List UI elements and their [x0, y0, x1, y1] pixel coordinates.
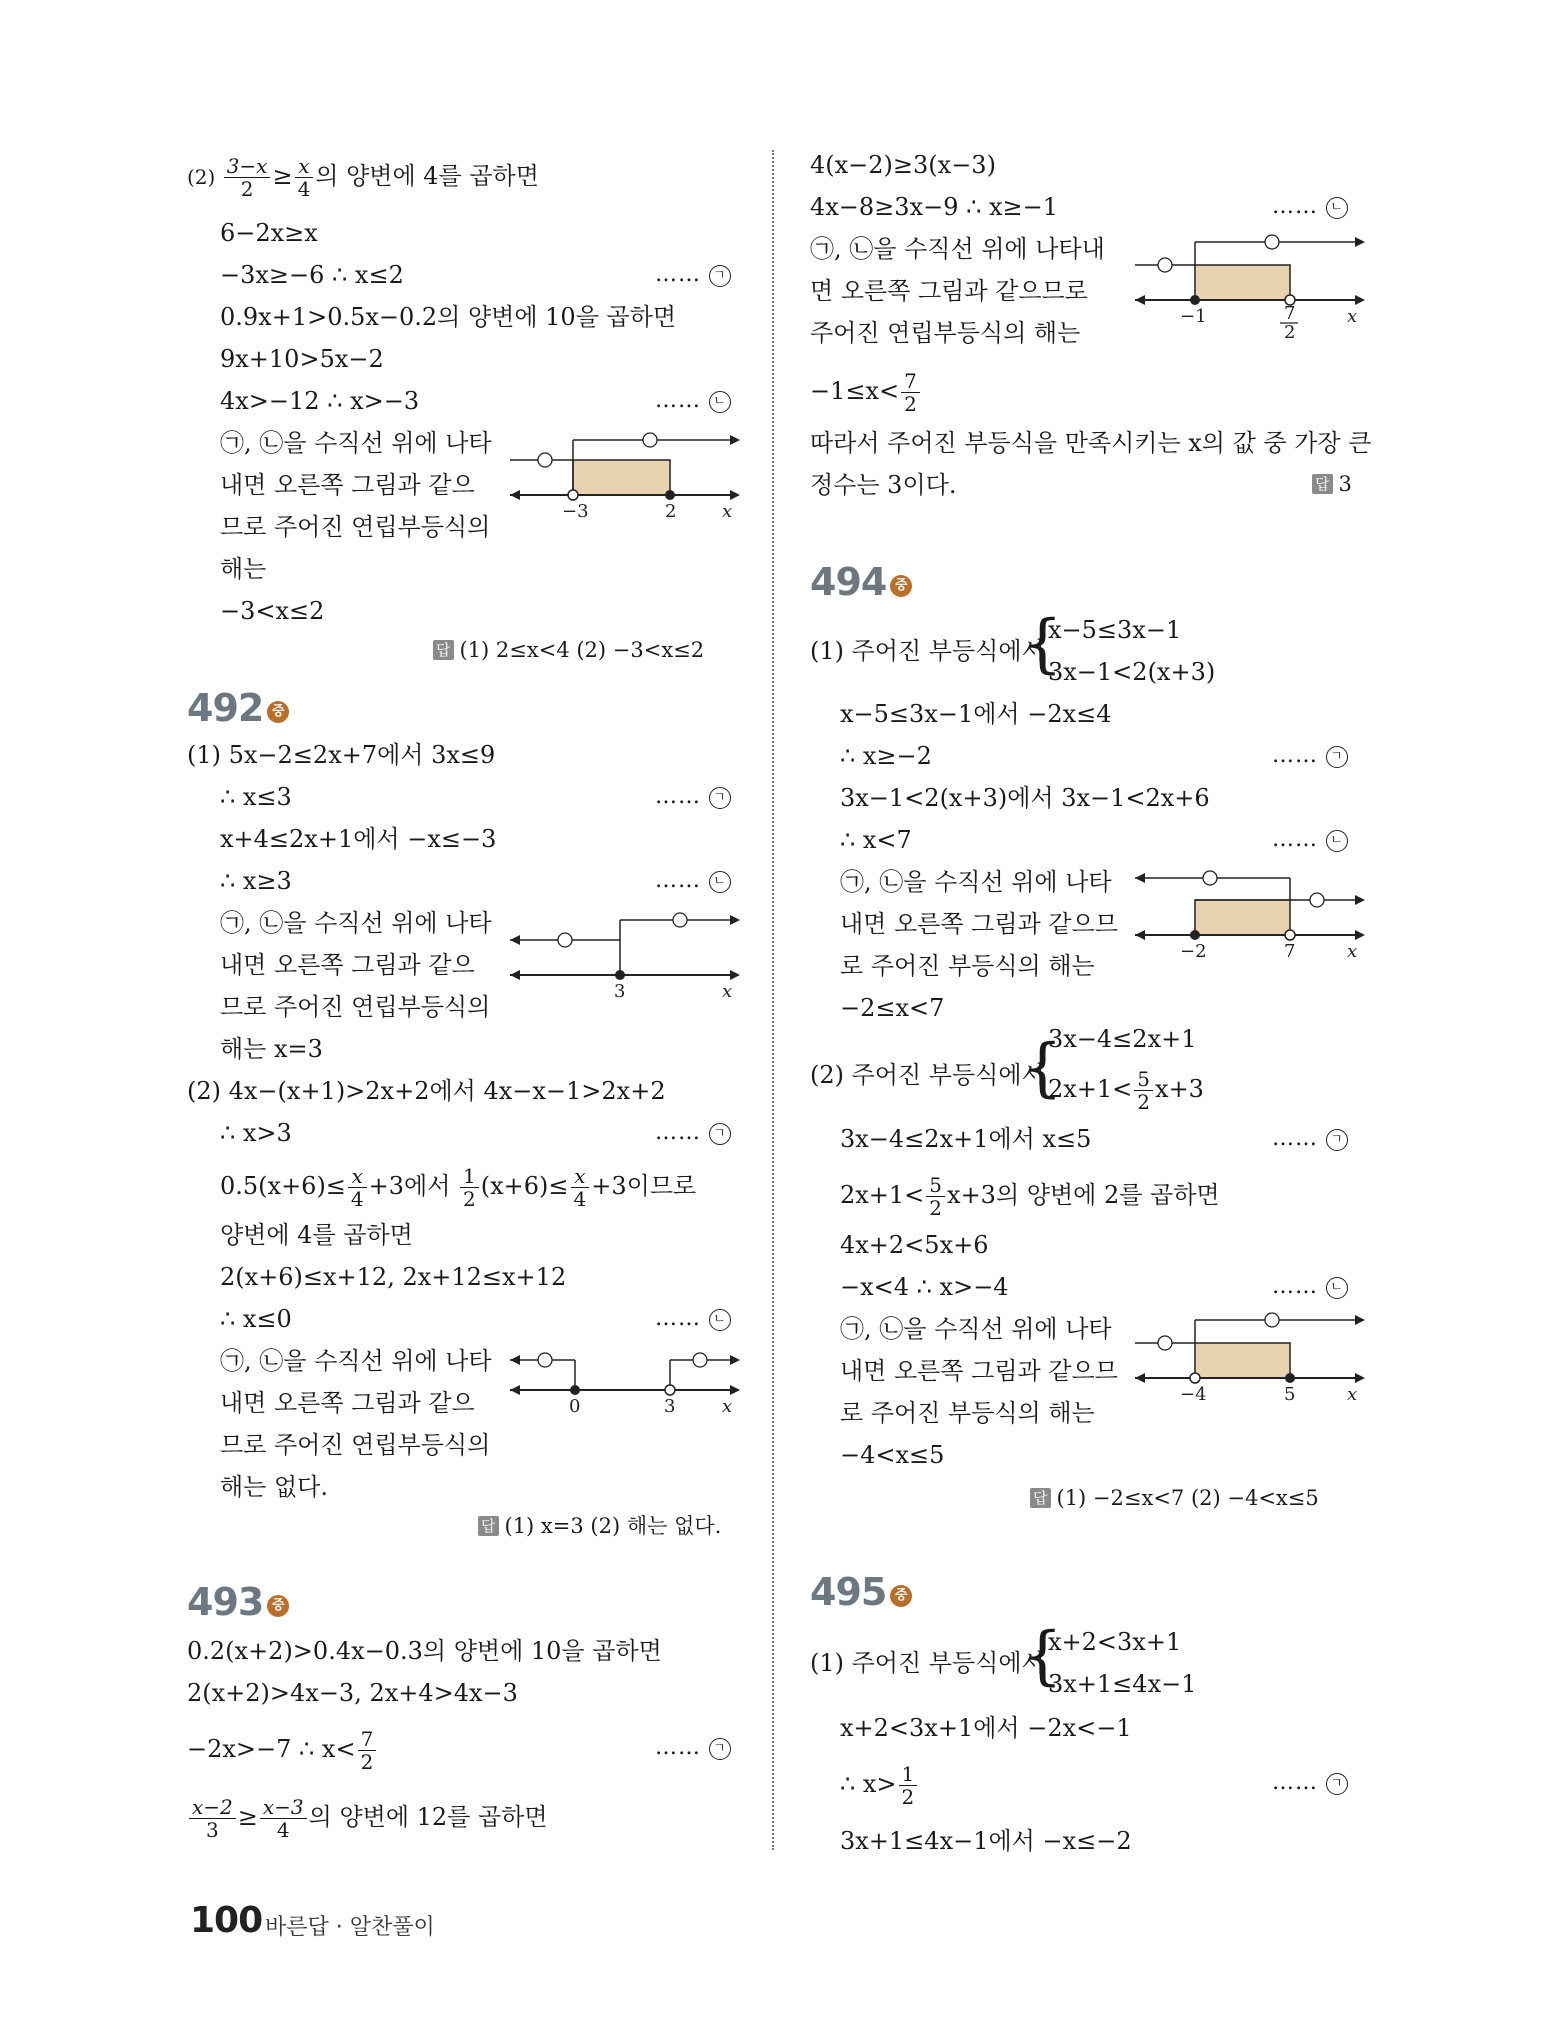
p491-line: 내면 오른쪽 그림과 같으: [220, 471, 475, 499]
p493-cont-line: 따라서 주어진 부등식을 만족시키는 x의 값 중 가장 큰: [810, 429, 1372, 457]
p494-system-eq: 3x−4≤2x+1: [1048, 1025, 1197, 1053]
tick-label: −4: [1180, 1384, 1207, 1405]
p494-system-eq: 2x+1< $\frac{5}{2}$ x+3: [1048, 1067, 1204, 1114]
p492-line: ∴ x>3: [220, 1119, 292, 1147]
tick-label: x: [722, 501, 733, 522]
p493-line: 2(x+2)>4x−3, 2x+4>4x−3: [187, 1679, 518, 1707]
p494-line: −4<x≤5: [840, 1441, 945, 1469]
tick-label: x: [722, 1396, 733, 1417]
level-badge: 중: [890, 1585, 912, 1607]
system-brace: {: [1022, 607, 1063, 681]
tick-label: 5: [1284, 1384, 1296, 1405]
p493-cont-line: 주어진 연립부등식의 해는: [810, 319, 1081, 347]
mark-1: …… ㄱ: [1272, 741, 1348, 771]
problem-number-493: 493 중: [187, 1582, 289, 1622]
level-badge: 중: [267, 1595, 289, 1617]
p493-cont-line: 정수는 3이다.: [810, 471, 957, 499]
p491-line: ㉠, ㉡을 수직선 위에 나타: [220, 429, 492, 457]
p492-line: 내면 오른쪽 그림과 같으: [220, 951, 475, 979]
p492-line: ∴ x≤0: [220, 1305, 292, 1333]
p492-line: ∴ x≤3: [220, 783, 292, 811]
tick-label: x: [1347, 941, 1358, 962]
system-brace: {: [1022, 1619, 1063, 1693]
mark-2: …… ㄴ: [1272, 825, 1348, 855]
tick-label: 7: [1284, 303, 1296, 324]
circled-2-icon: ㄴ: [709, 871, 731, 893]
number-line-491: [510, 420, 740, 520]
mark-1: …… ㄱ: [655, 1118, 731, 1148]
p494-line: 로 주어진 부등식의 해는: [840, 952, 1095, 980]
p491-line: 해는: [220, 555, 267, 583]
p493-cont-line-frac: −1≤x< $\frac{7}{2}$: [810, 370, 922, 415]
p494-line: x−5≤3x−1에서 −2x≤4: [840, 700, 1112, 728]
p493-cont-line: 면 오른쪽 그림과 같으므로: [810, 277, 1088, 305]
p491-line: 0.9x+1>0.5x−0.2의 양변에 10을 곱하면: [220, 303, 677, 331]
p493-cont-line: ㉠, ㉡을 수직선 위에 나타내: [810, 235, 1105, 263]
p491-line: −3x≥−6 ∴ x≤2: [220, 261, 404, 289]
mark-2: …… ㄴ: [1272, 192, 1348, 222]
p492-line: x+4≤2x+1에서 −x≤−3: [220, 825, 497, 853]
p494-line: 내면 오른쪽 그림과 같으므: [840, 1357, 1118, 1385]
level-badge: 중: [267, 701, 289, 723]
p492-line: (2) 4x−(x+1)>2x+2에서 4x−x−1>2x+2: [187, 1077, 666, 1105]
p494-line: 로 주어진 부등식의 해는: [840, 1399, 1095, 1427]
page-number: 100: [190, 1900, 263, 1941]
tick-label: x: [722, 981, 733, 1002]
p492-line-fractions: 0.5(x+6)≤ $\frac{x}{4}$ +3에서 $\frac{1}{2}$ (x+6)≤ $\frac{x}{4}$ +3이므로: [220, 1164, 697, 1211]
circled-1-icon: ㄱ: [709, 1123, 731, 1145]
circled-2-icon: ㄴ: [1326, 197, 1348, 219]
p491-line: 9x+10>5x−2: [220, 345, 384, 373]
p494-line: ㉠, ㉡을 수직선 위에 나타: [840, 1315, 1112, 1343]
p494-system-head: (1) 주어진 부등식에서: [810, 637, 1045, 665]
p494-line: −x<4 ∴ x>−4: [840, 1273, 1009, 1301]
p492-line: 므로 주어진 연립부등식의: [220, 993, 491, 1021]
tick-label: −2: [1180, 941, 1207, 962]
circled-2-icon: ㄴ: [1326, 830, 1348, 852]
circled-1-icon: ㄱ: [709, 1738, 731, 1760]
tick-label: 3: [614, 981, 626, 1002]
p494-line: 2x+1< $\frac{5}{2}$ x+3의 양변에 2를 곱하면: [840, 1173, 1220, 1220]
p494-line: ∴ x≥−2: [840, 742, 932, 770]
problem-number-494: 494 중: [810, 562, 912, 602]
p493-cont-line: 4x−8≥3x−9 ∴ x≥−1: [810, 193, 1059, 221]
mark-1: …… ㄱ: [1272, 1768, 1348, 1798]
p495-line: 3x+1≤4x−1에서 −x≤−2: [840, 1827, 1132, 1855]
mark-1: …… ㄱ: [1272, 1124, 1348, 1154]
number-line-494-2: [1135, 1308, 1365, 1408]
mark-2: …… ㄴ: [1272, 1272, 1348, 1302]
answer-492: 답 (1) x=3 (2) 해는 없다.: [478, 1512, 721, 1540]
p493-line-frac: −2x>−7 ∴ x< $\frac{7}{2}$: [187, 1728, 378, 1773]
level-badge: 중: [890, 575, 912, 597]
tick-label: −3: [562, 501, 589, 522]
p492-line: ㉠, ㉡을 수직선 위에 나타: [220, 909, 492, 937]
p491-line: 므로 주어진 연립부등식의: [220, 513, 491, 541]
mark-1: …… ㄱ: [655, 260, 731, 290]
p492-line: 내면 오른쪽 그림과 같으: [220, 1389, 475, 1417]
answer-493: 답 3: [1312, 470, 1352, 498]
circled-2-icon: ㄴ: [709, 391, 731, 413]
p491-line: 6−2x≥x: [220, 219, 318, 247]
p492-line: (1) 5x−2≤2x+7에서 3x≤9: [187, 741, 496, 769]
p494-system-eq: 3x−1<2(x+3): [1048, 658, 1216, 686]
footer-title: 바른답 · 알찬풀이: [265, 1915, 435, 1940]
system-brace: {: [1022, 1031, 1063, 1105]
tick-label: 2: [1284, 322, 1296, 343]
p494-line: −2≤x<7: [840, 994, 945, 1022]
p493-line: 0.2(x+2)>0.4x−0.3의 양변에 10을 곱하면: [187, 1637, 662, 1665]
p494-line: 3x−1<2(x+3)에서 3x−1<2x+6: [840, 784, 1210, 812]
number-line-493: [1135, 230, 1365, 343]
number-line-492-1: [510, 900, 740, 1000]
mark-1: …… ㄱ: [655, 1733, 731, 1763]
mark-2: …… ㄴ: [655, 866, 731, 896]
p492-line: 2(x+6)≤x+12, 2x+12≤x+12: [220, 1263, 567, 1291]
p495-system-eq: x+2<3x+1: [1048, 1628, 1182, 1656]
p494-line: ∴ x<7: [840, 826, 912, 854]
answer-491: 답 (1) 2≤x<4 (2) −3<x≤2: [433, 636, 704, 664]
number-line-492-2: [510, 1345, 740, 1445]
p491-line: 4x>−12 ∴ x>−3: [220, 387, 420, 415]
tick-label: 3: [664, 1396, 676, 1417]
p495-line: x+2<3x+1에서 −2x<−1: [840, 1714, 1132, 1742]
p495-line-frac: ∴ x> $\frac{1}{2}$: [840, 1763, 919, 1808]
p494-line: ㉠, ㉡을 수직선 위에 나타: [840, 868, 1112, 896]
p494-line: 내면 오른쪽 그림과 같으므: [840, 910, 1118, 938]
tick-label: 2: [665, 501, 677, 522]
p495-system-head: (1) 주어진 부등식에서: [810, 1649, 1045, 1677]
number-line-494-1: [1135, 860, 1365, 960]
p491-line: −3<x≤2: [220, 597, 325, 625]
tick-label: x: [1347, 1384, 1358, 1405]
fraction: $\frac{3-x}{2}$: [224, 155, 271, 200]
p494-line: 3x−4≤2x+1에서 x≤5: [840, 1125, 1092, 1153]
problem-number-492: 492 중: [187, 688, 289, 728]
tick-label: x: [1347, 306, 1358, 327]
p492-line: 해는 없다.: [220, 1473, 328, 1501]
circled-1-icon: ㄱ: [1326, 1129, 1348, 1151]
p494-system-eq: x−5≤3x−1: [1048, 616, 1182, 644]
answer-494: 답 (1) −2≤x<7 (2) −4<x≤5: [1030, 1484, 1319, 1512]
circled-1-icon: ㄱ: [1326, 1773, 1348, 1795]
tick-label: 0: [569, 1396, 581, 1417]
tick-label: −1: [1180, 306, 1207, 327]
circled-1-icon: ㄱ: [1326, 746, 1348, 768]
p494-system-head: (2) 주어진 부등식에서: [810, 1061, 1045, 1089]
fraction: $\frac{x}{4}$: [295, 155, 314, 200]
p493-line-frac: $\frac{x-2}{3}$ ≥ $\frac{x-3}{4}$ 의 양변에 12를 곱하면: [187, 1796, 548, 1841]
mark-2: …… ㄴ: [655, 386, 731, 416]
p492-line: 므로 주어진 연립부등식의: [220, 1431, 491, 1459]
p492-line: 양변에 4를 곱하면: [220, 1221, 413, 1249]
p494-line: 4x+2<5x+6: [840, 1231, 989, 1259]
column-divider: [772, 150, 774, 1850]
circled-2-icon: ㄴ: [709, 1309, 731, 1331]
p492-line: ㉠, ㉡을 수직선 위에 나타: [220, 1347, 492, 1375]
p491-2-line1: (2) $\frac{3-x}{2}$ ≥ $\frac{x}{4}$ 의 양변에 4를 곱하면: [187, 154, 539, 201]
p492-line: 해는 x=3: [220, 1035, 323, 1063]
mark-2: …… ㄴ: [655, 1304, 731, 1334]
tick-label: 7: [1284, 941, 1296, 962]
mark-1: …… ㄱ: [655, 782, 731, 812]
circled-1-icon: ㄱ: [709, 787, 731, 809]
p495-system-eq: 3x+1≤4x−1: [1048, 1670, 1197, 1698]
circled-2-icon: ㄴ: [1326, 1277, 1348, 1299]
circled-1-icon: ㄱ: [709, 265, 731, 287]
p492-line: ∴ x≥3: [220, 867, 292, 895]
problem-number-495: 495 중: [810, 1572, 912, 1612]
p493-cont-line: 4(x−2)≥3(x−3): [810, 151, 996, 179]
